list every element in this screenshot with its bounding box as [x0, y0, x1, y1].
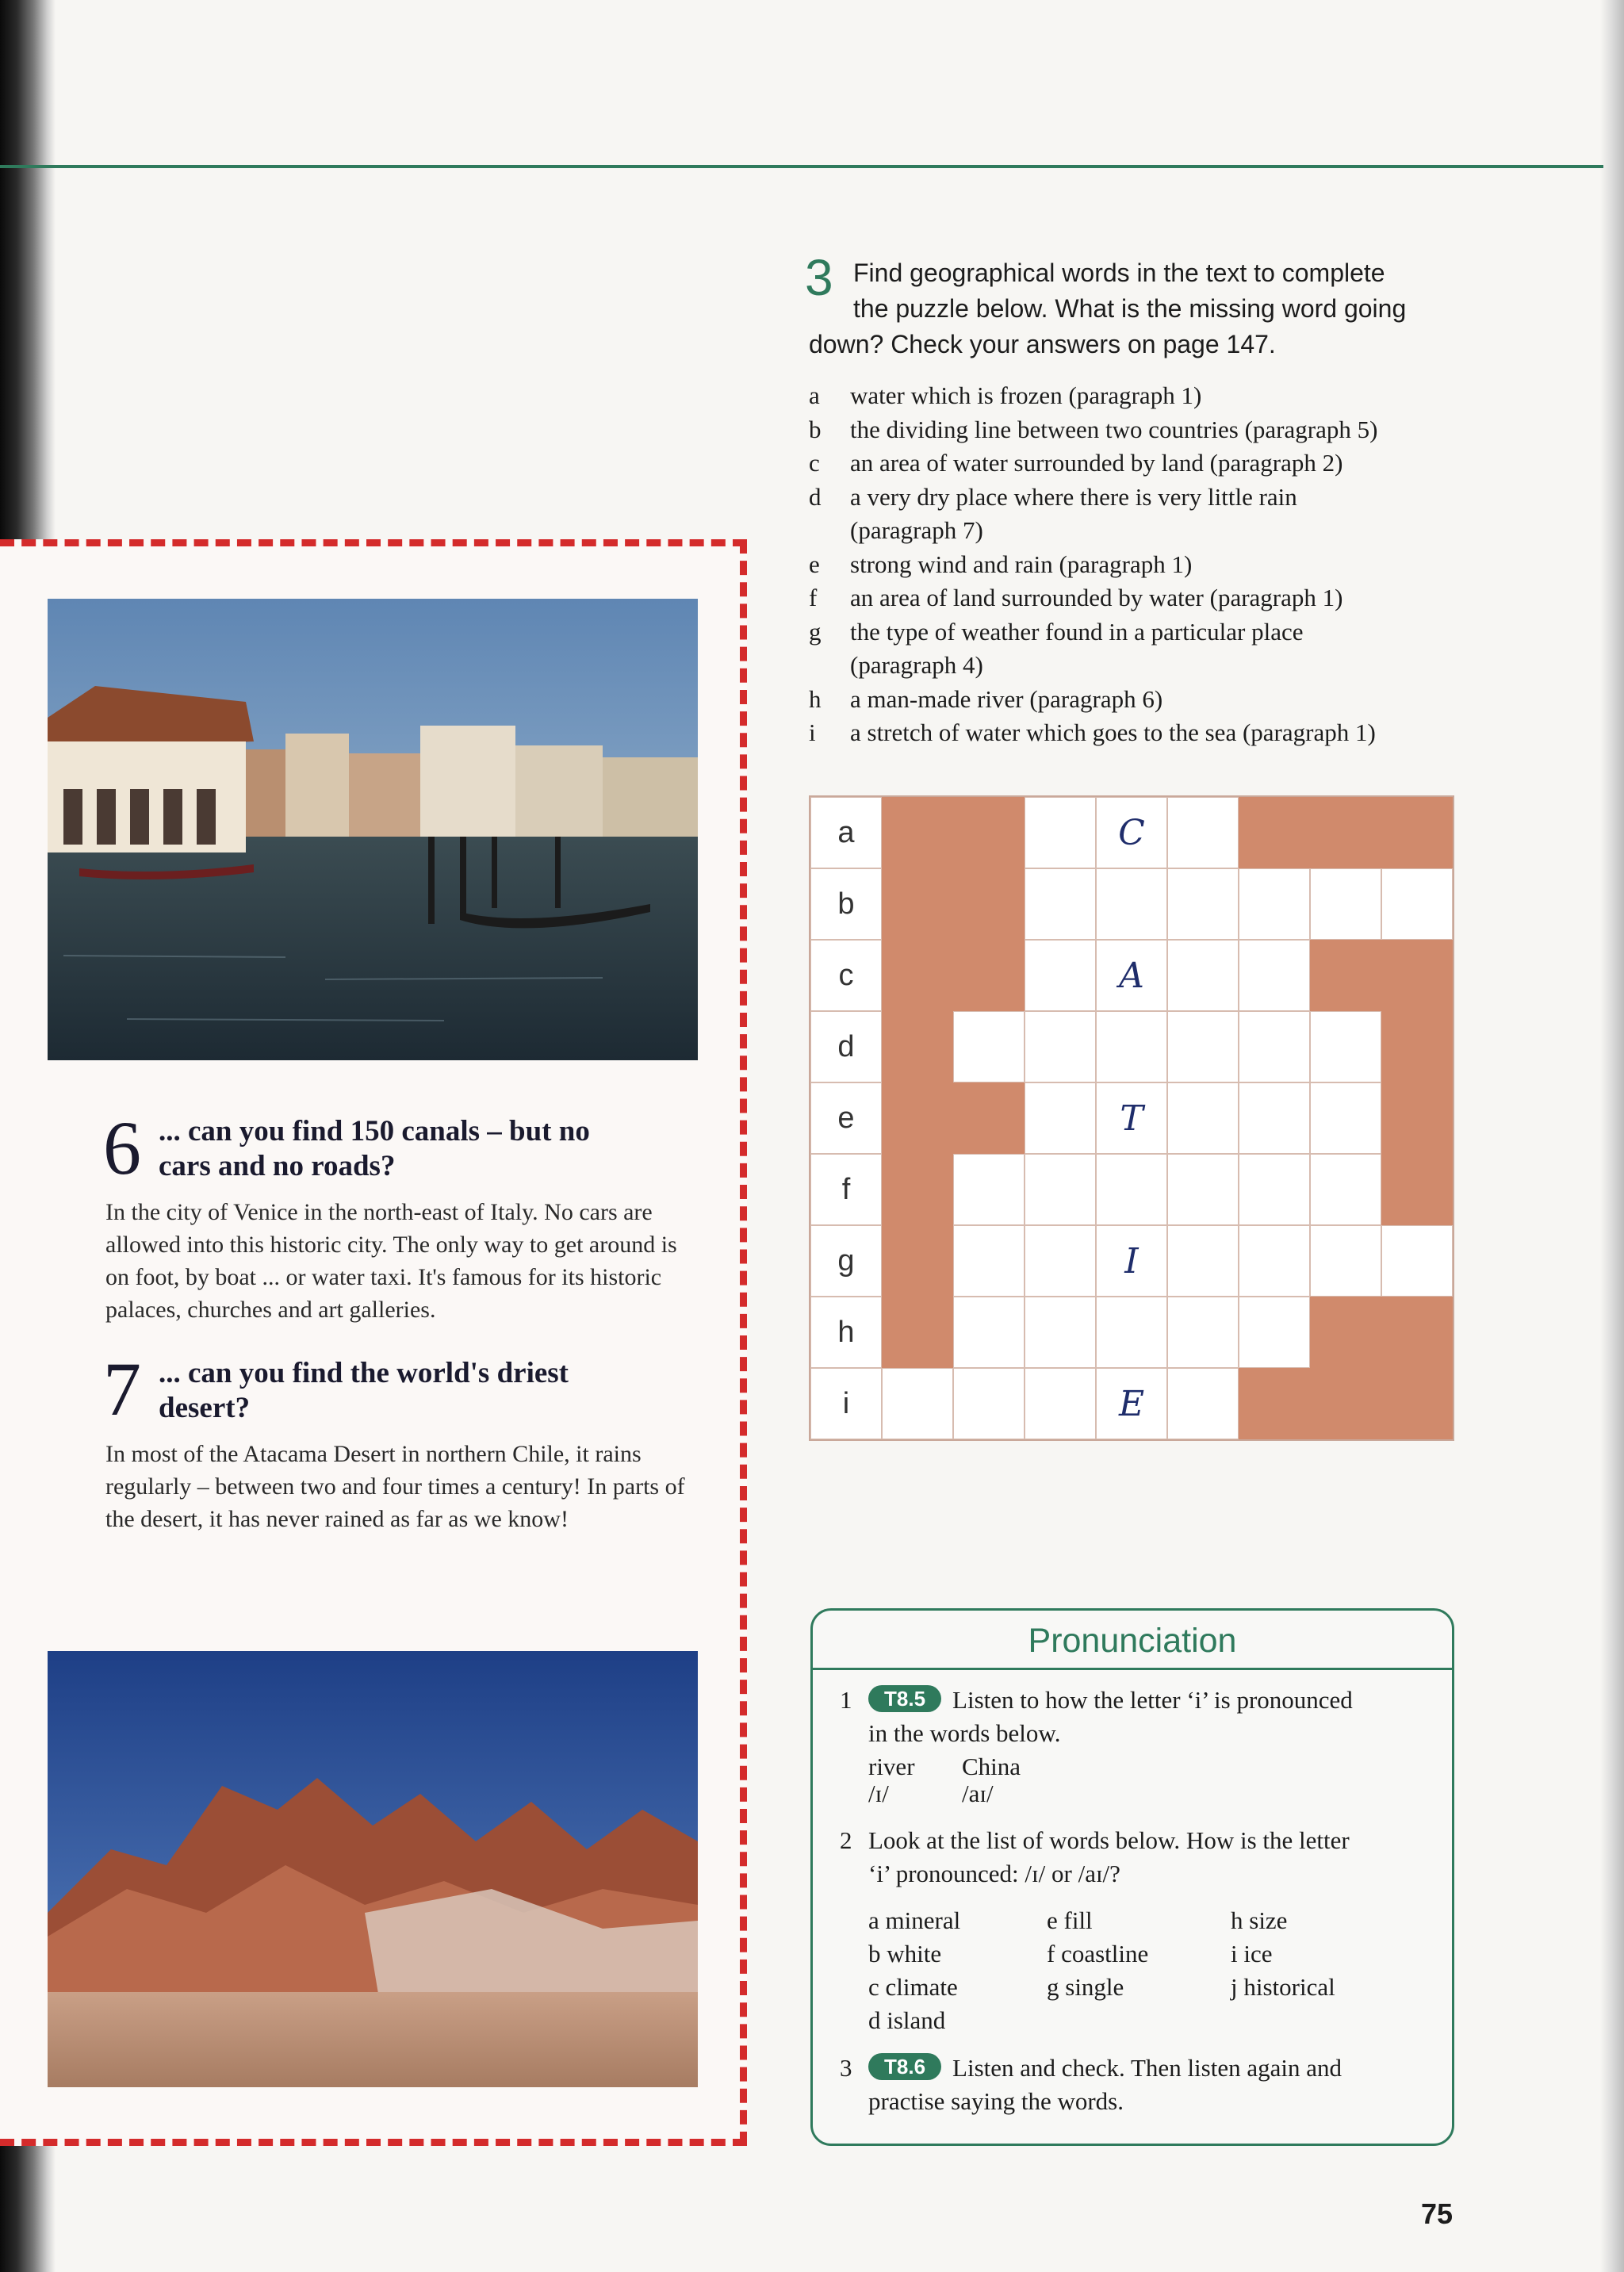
- fact-6-heading: [159, 1114, 698, 1184]
- answer-cell[interactable]: [953, 1368, 1025, 1439]
- answer-cell[interactable]: [1239, 940, 1310, 1011]
- example-word: China: [962, 1753, 1021, 1780]
- clue-d: [809, 481, 1475, 515]
- clue-text: a very dry place where there is very little rain: [850, 482, 1297, 511]
- blocked-cell: [1381, 1154, 1453, 1225]
- answer-cell[interactable]: [1310, 1011, 1381, 1082]
- answer-cell[interactable]: [1096, 868, 1167, 940]
- answer-cell[interactable]: [1167, 940, 1239, 1011]
- blocked-cell: [882, 1082, 953, 1154]
- top-rule: [0, 165, 1603, 168]
- answer-cell[interactable]: [1310, 1225, 1381, 1297]
- answer-cell[interactable]: [1025, 1011, 1096, 1082]
- answer-cell[interactable]: [1025, 1297, 1096, 1368]
- row-label: a: [810, 797, 882, 868]
- atacama-photo: [48, 1651, 698, 2087]
- clue-g: [809, 615, 1475, 649]
- answer-cell[interactable]: [953, 1225, 1025, 1297]
- answer-cell[interactable]: [882, 1368, 953, 1439]
- blocked-cell: [953, 1082, 1025, 1154]
- pron-item1-num: 1: [840, 1686, 852, 1714]
- pron-item3-num: 3: [840, 2054, 852, 2082]
- clue-b: [809, 413, 1475, 447]
- example-word: river: [868, 1753, 915, 1780]
- clue-list: [809, 379, 1475, 750]
- word-list-col1: [868, 1904, 960, 2037]
- exercise-3-instructions: [809, 255, 1459, 362]
- answer-cell[interactable]: [1096, 1297, 1167, 1368]
- answer-cell[interactable]: [1239, 1297, 1310, 1368]
- word-item: f coastline: [1047, 1940, 1149, 1967]
- clue-text: (paragraph 4): [850, 651, 983, 679]
- word-item: b white: [868, 1940, 942, 1967]
- pron-item2-line2: ‘i’ pronounced: /ɪ/ or /aɪ/?: [868, 1860, 1120, 1887]
- blocked-cell: [882, 1297, 953, 1368]
- row-label: g: [810, 1225, 882, 1297]
- clue-text: (paragraph 7): [850, 516, 983, 544]
- pron-item1-line1: Listen to how the letter ‘i’ is pronounced: [952, 1686, 1353, 1714]
- pron-item3-line2: practise saying the words.: [868, 2087, 1124, 2115]
- pron-item3: [868, 2052, 1439, 2118]
- row-label: h: [810, 1297, 882, 1368]
- pron-item2-line1: Look at the list of words below. How is the letter: [868, 1826, 1350, 1854]
- clue-letter: d: [809, 482, 822, 511]
- filled-letter-cell[interactable]: C: [1096, 797, 1167, 868]
- answer-cell[interactable]: [1239, 1225, 1310, 1297]
- answer-cell[interactable]: [1310, 1082, 1381, 1154]
- clue-text: a stretch of water which goes to the sea (paragraph 1): [850, 718, 1376, 746]
- row-label: d: [810, 1011, 882, 1082]
- answer-cell[interactable]: [1239, 1011, 1310, 1082]
- pronunciation-box: [810, 1608, 1454, 2146]
- fact-7-heading-line2: desert?: [159, 1392, 251, 1424]
- clue-g: [809, 649, 1475, 683]
- answer-cell[interactable]: [1239, 868, 1310, 940]
- blocked-cell: [1381, 1011, 1453, 1082]
- blocked-cell: [1310, 1368, 1381, 1439]
- clue-i: [809, 716, 1475, 750]
- clue-letter: i: [809, 718, 816, 746]
- blocked-cell: [1381, 1297, 1453, 1368]
- clue-letter: h: [809, 684, 822, 713]
- pron-item2: [868, 1824, 1439, 1891]
- instructions-line2: the puzzle below. What is the missing word going: [853, 294, 1407, 323]
- filled-letter-cell[interactable]: A: [1096, 940, 1167, 1011]
- blocked-cell: [1239, 1368, 1310, 1439]
- blocked-cell: [1381, 1368, 1453, 1439]
- word-list-col3: [1231, 1904, 1335, 2004]
- answer-cell[interactable]: [1025, 1225, 1096, 1297]
- example-ipa: /aɪ/: [962, 1780, 994, 1807]
- blocked-cell: [882, 1225, 953, 1297]
- row-label: f: [810, 1154, 882, 1225]
- instructions-line1: Find geographical words in the text to complete: [853, 259, 1385, 287]
- clue-letter: g: [809, 617, 822, 646]
- fact-7-heading-line1: ... can you find the world's driest: [159, 1357, 569, 1389]
- fact-6-heading-line2: cars and no roads?: [159, 1150, 396, 1182]
- fact-7-number: 7: [103, 1347, 141, 1431]
- answer-cell[interactable]: [1025, 940, 1096, 1011]
- answer-cell[interactable]: [953, 1154, 1025, 1225]
- clue-letter: c: [809, 449, 820, 477]
- pron-item1: [868, 1684, 1439, 1750]
- blocked-cell: [953, 797, 1025, 868]
- pronunciation-title: Pronunciation: [1028, 1622, 1237, 1660]
- exercise-3-number: 3: [805, 249, 833, 306]
- word-item: i ice: [1231, 1940, 1273, 1967]
- word-item: d island: [868, 2006, 946, 2034]
- pron-item1-line2: in the words below.: [868, 1719, 1061, 1747]
- crossword-grid: [809, 795, 1454, 1441]
- instructions-line3: down? Check your answers on page 147.: [809, 330, 1276, 358]
- page-number: 75: [1421, 2197, 1454, 2230]
- blocked-cell: [882, 940, 953, 1011]
- answer-cell[interactable]: [1167, 1154, 1239, 1225]
- answer-cell[interactable]: [1025, 797, 1096, 868]
- blocked-cell: [1310, 940, 1381, 1011]
- example-river: [868, 1753, 915, 1807]
- fact-6-body: In the city of Venice in the north-east of Italy. No cars are allowed into this historic city. The only way to get around is on foot, by boat ... or water taxi. It's famous for its historic palaces, churches and art galleries.: [105, 1199, 677, 1323]
- pronunciation-rule: [813, 1668, 1452, 1670]
- filled-letter-cell[interactable]: T: [1096, 1082, 1167, 1154]
- clue-d: [809, 514, 1475, 548]
- row-label: i: [810, 1368, 882, 1439]
- audio-track-badge-t86[interactable]: T8.6: [868, 2053, 941, 2080]
- word-item: j historical: [1231, 1973, 1335, 2001]
- row-label: b: [810, 868, 882, 940]
- pron-item2-num: 2: [840, 1826, 852, 1854]
- fact-7-body: In most of the Atacama Desert in northern Chile, it rains regularly – between two and four times a century! In parts of the desert, it has never rained as far as we know!: [105, 1441, 685, 1532]
- word-item: g single: [1047, 1973, 1124, 2001]
- clue-text: the dividing line between two countries (paragraph 5): [850, 415, 1378, 443]
- answer-cell[interactable]: [1239, 1154, 1310, 1225]
- answer-cell[interactable]: [1096, 1011, 1167, 1082]
- blocked-cell: [953, 868, 1025, 940]
- blocked-cell: [953, 940, 1025, 1011]
- blocked-cell: [1310, 797, 1381, 868]
- word-list-col2: [1047, 1904, 1148, 2004]
- answer-cell[interactable]: [1167, 1225, 1239, 1297]
- word-item: e fill: [1047, 1906, 1093, 1934]
- answer-cell[interactable]: [1167, 1082, 1239, 1154]
- clue-letter: [809, 514, 850, 548]
- row-label: e: [810, 1082, 882, 1154]
- clue-text: strong wind and rain (paragraph 1): [850, 550, 1193, 578]
- filled-letter-cell[interactable]: I: [1096, 1225, 1167, 1297]
- clue-letter: a: [809, 381, 820, 409]
- clue-text: an area of land surrounded by water (paragraph 1): [850, 584, 1343, 611]
- fact-6-heading-line1: ... can you find 150 canals – but no: [159, 1115, 590, 1147]
- page-edge: [1600, 0, 1624, 2272]
- pron-item3-line1: Listen and check. Then listen again and: [952, 2054, 1342, 2082]
- clue-f: [809, 581, 1475, 615]
- answer-cell[interactable]: [1167, 868, 1239, 940]
- clue-letter: b: [809, 415, 822, 443]
- clue-text: water which is frozen (paragraph 1): [850, 381, 1202, 409]
- fact-6-number: 6: [103, 1105, 141, 1190]
- blocked-cell: [882, 1011, 953, 1082]
- answer-cell[interactable]: [1239, 1082, 1310, 1154]
- answer-cell[interactable]: [953, 1297, 1025, 1368]
- answer-cell[interactable]: [1167, 797, 1239, 868]
- blocked-cell: [882, 1154, 953, 1225]
- row-label: c: [810, 940, 882, 1011]
- answer-cell[interactable]: [1025, 1154, 1096, 1225]
- clue-letter: f: [809, 584, 818, 611]
- audio-track-badge-t85[interactable]: T8.5: [868, 1685, 941, 1712]
- blocked-cell: [882, 797, 953, 868]
- word-item: a mineral: [868, 1906, 961, 1934]
- answer-cell[interactable]: [1025, 1368, 1096, 1439]
- answer-cell[interactable]: [1167, 1011, 1239, 1082]
- answer-cell[interactable]: [1096, 1154, 1167, 1225]
- example-ipa: /ɪ/: [868, 1780, 889, 1807]
- clue-c: [809, 446, 1475, 481]
- blocked-cell: [1310, 1297, 1381, 1368]
- answer-cell[interactable]: [1310, 868, 1381, 940]
- clue-e: [809, 548, 1475, 582]
- word-item: h size: [1231, 1906, 1288, 1934]
- fact-7-heading: [159, 1356, 698, 1426]
- filled-letter-cell[interactable]: E: [1096, 1368, 1167, 1439]
- blocked-cell: [1239, 797, 1310, 868]
- blocked-cell: [882, 868, 953, 940]
- clue-letter: [809, 649, 850, 683]
- answer-cell[interactable]: [953, 1011, 1025, 1082]
- blocked-cell: [1381, 1082, 1453, 1154]
- word-item: c climate: [868, 1973, 958, 2001]
- clue-text: a man-made river (paragraph 6): [850, 684, 1163, 713]
- blocked-cell: [1381, 797, 1453, 868]
- clue-text: an area of water surrounded by land (paragraph 2): [850, 449, 1343, 477]
- clue-letter: e: [809, 550, 820, 578]
- answer-cell[interactable]: [1381, 1225, 1453, 1297]
- answer-cell[interactable]: [1381, 868, 1453, 940]
- answer-cell[interactable]: [1310, 1154, 1381, 1225]
- venice-photo: [48, 599, 698, 1060]
- clue-a: [809, 379, 1475, 413]
- answer-cell[interactable]: [1167, 1297, 1239, 1368]
- blocked-cell: [1381, 940, 1453, 1011]
- clue-h: [809, 683, 1475, 717]
- clue-text: the type of weather found in a particular place: [850, 617, 1304, 646]
- answer-cell[interactable]: [1025, 868, 1096, 940]
- answer-cell[interactable]: [1025, 1082, 1096, 1154]
- answer-cell[interactable]: [1167, 1368, 1239, 1439]
- example-china: [962, 1753, 1021, 1807]
